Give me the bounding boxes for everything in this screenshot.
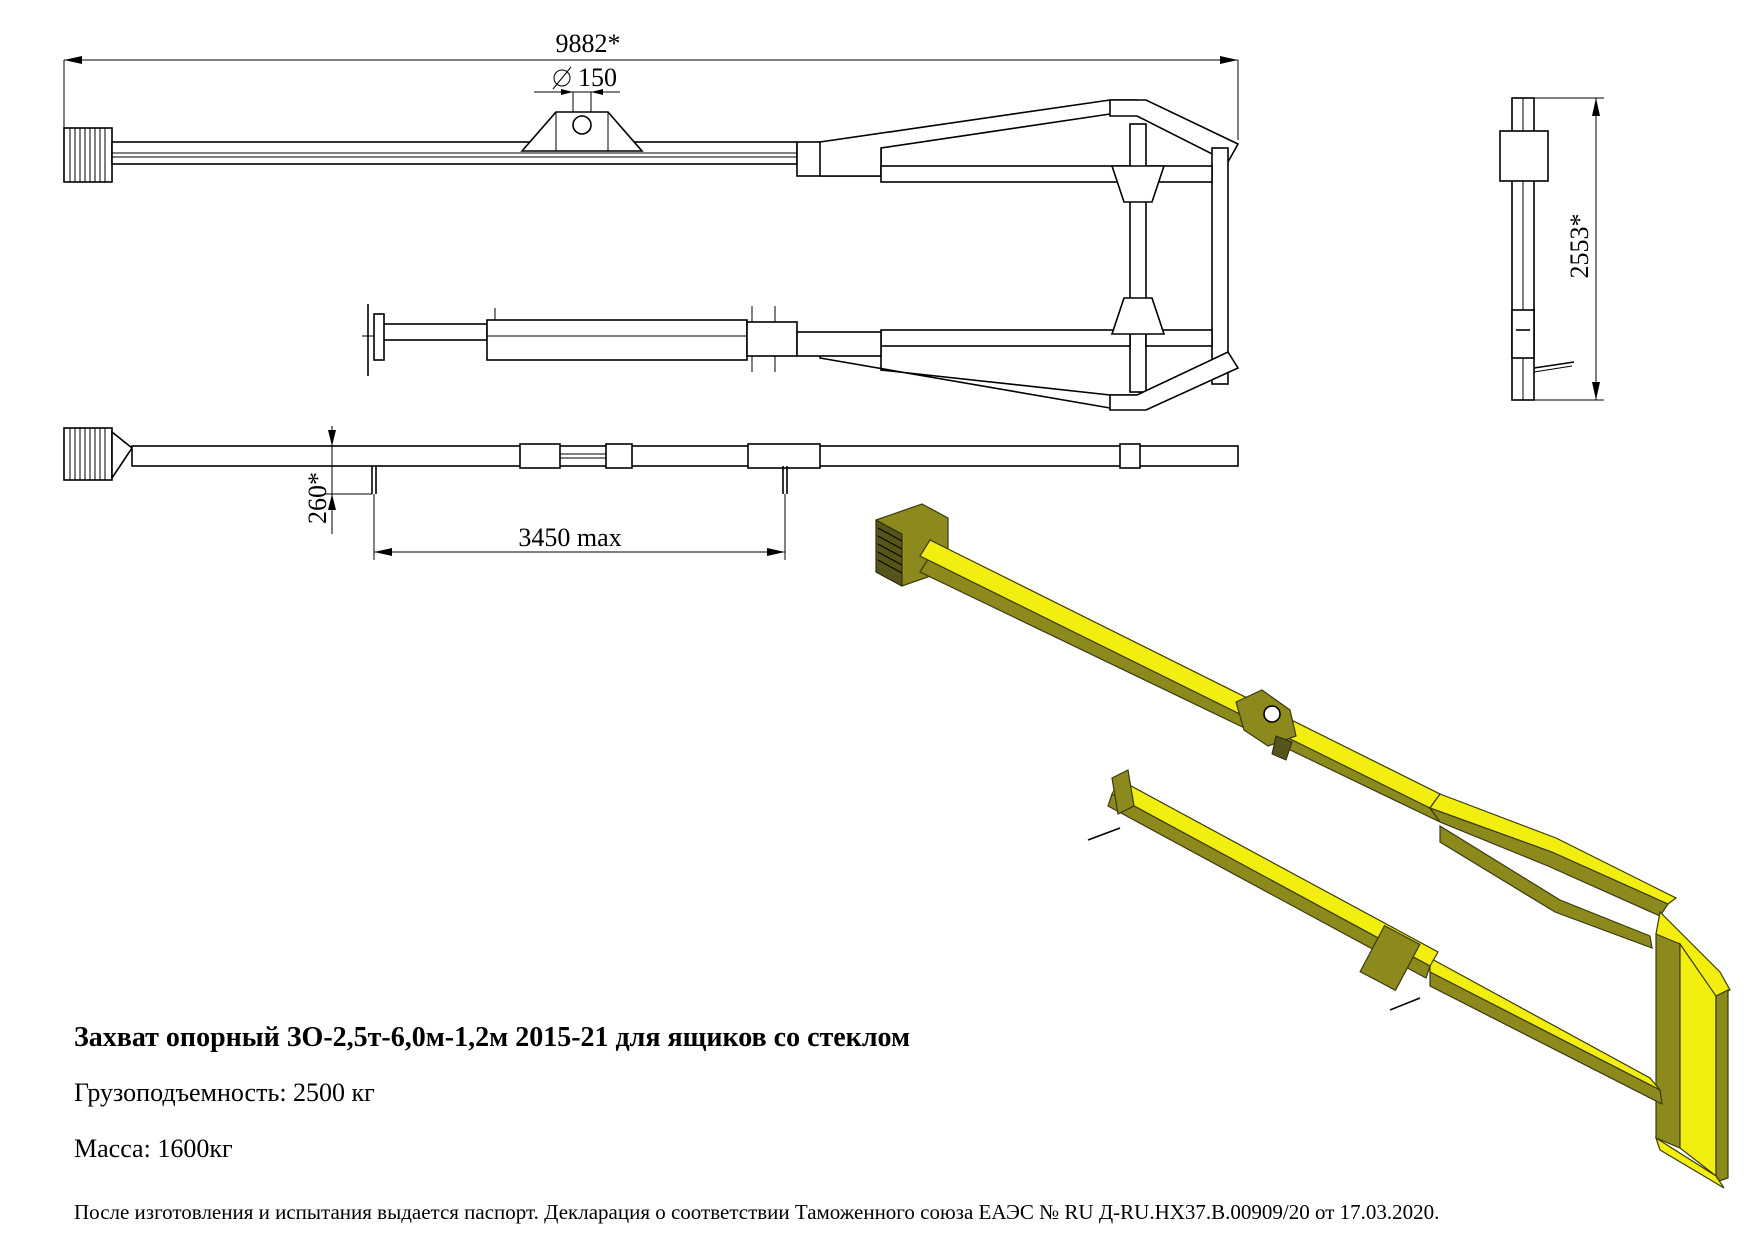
mass-text: Масса: 1600кг [74, 1134, 233, 1163]
overall-length-label: 9882* [555, 29, 621, 58]
fork-height-label: 260* [303, 472, 332, 524]
product-title: Захват опорный ЗО-2,5т-6,0м-1,2м 2015-21 для ящиков со стеклом [74, 1022, 911, 1053]
isometric-render [876, 504, 1730, 1188]
dim-fork-height [303, 426, 372, 534]
end-view [1500, 98, 1574, 400]
fork-spread-label: 3450 max [518, 523, 622, 552]
diameter-icon [553, 67, 571, 89]
dim-pin-diameter [534, 63, 620, 112]
frame-bottom [820, 346, 1238, 410]
upper-beam [64, 112, 881, 182]
dim-fork-spread [374, 494, 785, 560]
lower-beam [362, 304, 881, 376]
iso-lug [1236, 690, 1296, 760]
capacity-text: Грузоподъемность: 2500 кг [74, 1078, 375, 1107]
frame-top [820, 100, 1238, 392]
dim-overall-length [64, 29, 1238, 140]
width-label: 2553* [1565, 213, 1594, 279]
certificate-note: После изготовления и испытания выдается паспорт. Декларация о соответствии Таможенного союза ЕАЭС № RU Д-RU.HX37.B.00909/20 от 17.03.2020. [74, 1200, 1440, 1224]
pin-diameter-label: 150 [578, 63, 617, 92]
plan-view [64, 100, 1238, 410]
side-view [64, 428, 1238, 494]
